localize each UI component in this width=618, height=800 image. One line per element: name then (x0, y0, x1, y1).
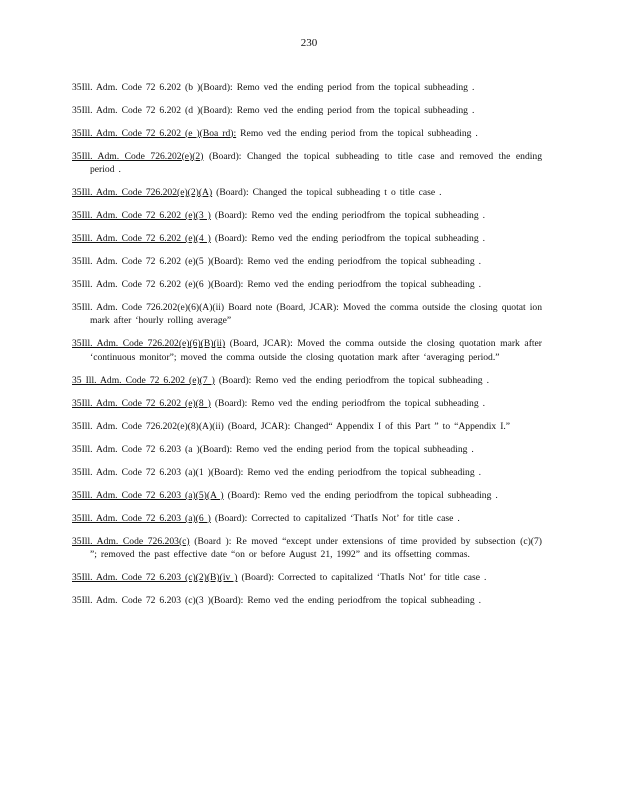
list-item (72, 571, 542, 584)
entry-text: Remo ved the ending periodfrom the topical subheading . (247, 279, 482, 290)
citation: 35Ill. Adm. Code 72 6.202 (e)(6 )(Board): (72, 279, 244, 290)
entry-text: Remo ved the ending periodfrom the topical subheading . (247, 466, 482, 478)
entry-text: (Board, JCAR): Changed“ Appendix I of this Part ” to “Appendix I.” (227, 420, 511, 432)
citation: 35Ill. Adm. Code 72 6.203 (a)(1 )(Board): (72, 466, 244, 478)
list-item (72, 374, 542, 387)
citation: 35Ill. Adm. Code 72 6.202 (e)(4 ) (72, 233, 211, 244)
citation: 35Ill. Adm. Code 72 6.203 (c)(3 )(Board): (72, 595, 244, 607)
list-item (72, 186, 542, 199)
entry-text: Remo ved the ending periodfrom the topical subheading . (247, 595, 482, 607)
entry-text: (Board): Corrected to capitalized ‘ThatIs Not’ for title case . (214, 512, 460, 524)
list-item (72, 209, 542, 222)
citation: 35Ill. Adm. Code 72 6.202 (e)(8 ) (72, 397, 211, 409)
citation: 35Ill. Adm. Code 72 6.202 (e )(Boa rd): (72, 127, 237, 139)
citation: 35Ill. Adm. Code 726.202(e)(2) (72, 150, 204, 162)
entry-text: Remo ved the ending period from the topical subheading . (236, 104, 475, 116)
entry-text: Remo ved the ending periodfrom the topical subheading . (247, 256, 482, 267)
citation: 35 Ill. Adm. Code 72 6.202 (e)(7 ) (72, 374, 215, 386)
citation: 35Ill. Adm. Code 726.202(e)(6)(A)(ii) (72, 302, 225, 313)
entry-text: Remo ved the ending period from the topical subheading . (236, 443, 474, 455)
entry-text: (Board): Remo ved the ending periodfrom the topical subheading . (214, 233, 486, 244)
list-item (72, 81, 542, 94)
entry-text: (Board): Remo ved the ending periodfrom the topical subheading . (218, 374, 489, 386)
entry-text: (Board): Remo ved the ending periodfrom the topical subheading . (214, 397, 486, 409)
citation: 35Ill. Adm. Code 726.202(e)(8)(A)(ii) (72, 420, 224, 432)
citation: 35Ill. Adm. Code 72 6.202 (d )(Board): (72, 104, 233, 116)
amendment-list (72, 71, 542, 614)
entry-text: Remo ved the ending period from the topical subheading . (236, 81, 475, 93)
list-item (72, 420, 542, 433)
citation: 35Ill. Adm. Code 72 6.202 (b )(Board): (72, 81, 233, 93)
list-item (72, 466, 542, 479)
list-item (72, 278, 542, 291)
citation: 35Ill. Adm. Code 72 6.203 (a)(5)(A ) (72, 489, 224, 501)
citation: 35Ill. Adm. Code 72 6.203 (c)(2)(B)(iv ) (72, 572, 238, 584)
entry-text: (Board, JCAR): Moved the comma outside the closing quotation mark after ‘continuous monitor”; moved the comma outside the closing quotation mark after ‘averaging period.” (90, 338, 543, 363)
entry-text: (Board): Corrected to capitalized ‘ThatIs Not’ for title case . (241, 572, 487, 584)
list-item (72, 594, 542, 607)
citation: 35Ill. Adm. Code 726.202(e)(6)(B)(ii) (72, 338, 226, 350)
list-item (72, 150, 542, 177)
citation: 35Ill. Adm. Code 72 6.203 (a )(Board): (72, 443, 233, 455)
list-item (72, 301, 542, 328)
citation: 35Ill. Adm. Code 726.203(c) (72, 535, 190, 547)
page-number: 230 (300, 37, 318, 49)
list-item (72, 255, 542, 268)
list-item (72, 104, 542, 117)
citation: 35Ill. Adm. Code 726.202(e)(2)(A) (72, 187, 213, 198)
citation: 35Ill. Adm. Code 72 6.203 (a)(6 ) (72, 512, 211, 524)
entry-text: (Board): Changed the topical subheading to title case and removed the ending period . (90, 150, 542, 175)
list-item (72, 397, 542, 410)
entry-text: (Board): Remo ved the ending periodfrom the topical subheading . (214, 210, 486, 221)
entry-text: Board note (Board, JCAR): Moved the comma outside the closing quotat ion mark after ‘hourly rolling average” (90, 302, 543, 327)
list-item (72, 489, 542, 502)
entry-text: (Board ): Re moved “except under extensions of time provided by subsection (c)(7) ”; removed the past effective date “on or before August 21, 1992” and its offsetting commas. (90, 535, 542, 561)
list-item (72, 512, 542, 525)
list-item (72, 232, 542, 245)
entry-text: Remo ved the ending period from the topical subheading . (240, 127, 478, 139)
entry-text: (Board): Changed the topical subheading t o title case . (216, 187, 442, 198)
entry-text: (Board): Remo ved the ending periodfrom the topical subheading . (227, 489, 498, 501)
list-item (72, 535, 542, 562)
list-item (72, 127, 542, 140)
list-item (72, 443, 542, 456)
citation: 35Ill. Adm. Code 72 6.202 (e)(3 ) (72, 210, 211, 221)
citation: 35Ill. Adm. Code 72 6.202 (e)(5 )(Board): (72, 256, 244, 267)
list-item (72, 337, 542, 364)
